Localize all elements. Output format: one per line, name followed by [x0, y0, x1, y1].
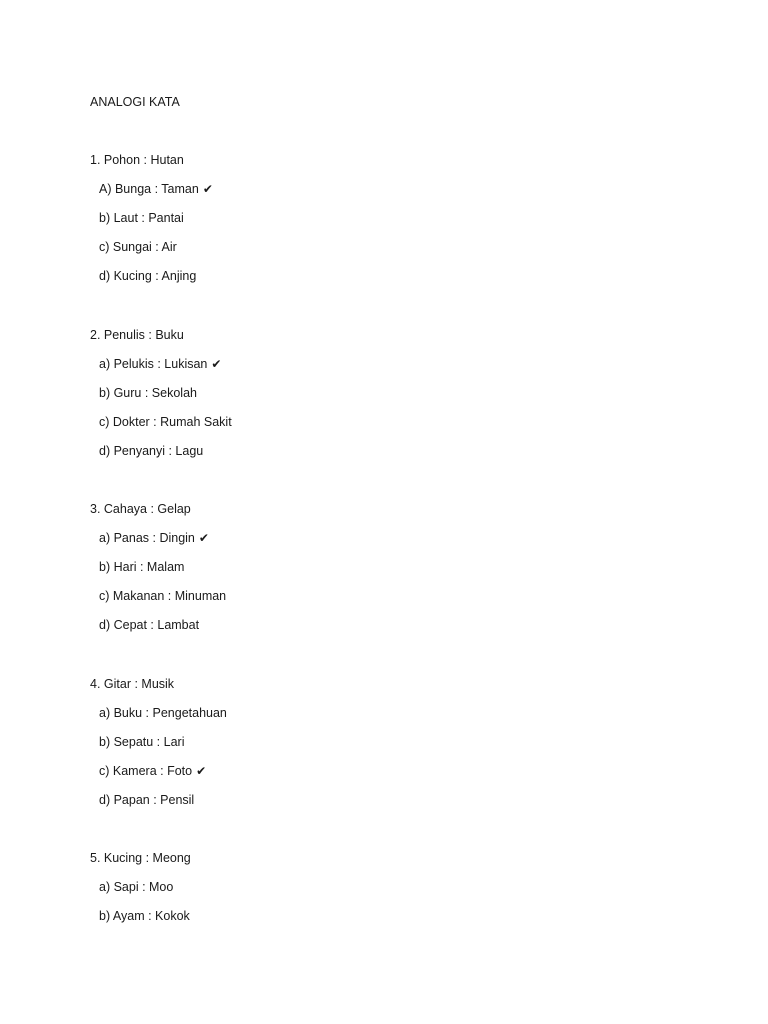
answer-option — [90, 879, 490, 908]
question-2 — [90, 327, 490, 472]
check-mark-icon: ✔ — [198, 531, 209, 545]
question-prompt: 4. Gitar : Musik — [90, 677, 175, 691]
answer-option — [90, 792, 490, 821]
answer-option — [90, 705, 490, 734]
question-3 — [90, 501, 490, 646]
check-mark-icon: ✔ — [196, 764, 207, 778]
option-text: A) Bunga : Taman — [99, 182, 199, 196]
answer-option — [90, 530, 490, 559]
option-text: a) Sapi : Moo — [99, 880, 174, 894]
answer-option — [90, 763, 490, 792]
answer-option — [90, 414, 490, 443]
option-text: a) Panas : Dingin — [99, 531, 195, 545]
answer-option — [90, 181, 490, 210]
option-text: b) Ayam : Kokok — [99, 909, 190, 923]
check-mark-icon: ✔ — [211, 357, 222, 371]
option-text: b) Guru : Sekolah — [99, 386, 197, 400]
document-title: ANALOGI KATA — [90, 95, 180, 109]
answer-option — [90, 443, 490, 472]
question-prompt: 2. Penulis : Buku — [90, 328, 184, 342]
option-text: d) Papan : Pensil — [99, 793, 195, 807]
question-prompt: 5. Kucing : Meong — [90, 851, 191, 865]
question-5 — [90, 850, 490, 937]
answer-option — [90, 617, 490, 646]
answer-option — [90, 239, 490, 268]
option-text: d) Penyanyi : Lagu — [99, 444, 204, 458]
question-prompt: 3. Cahaya : Gelap — [90, 502, 191, 516]
check-mark-icon: ✔ — [202, 182, 213, 196]
answer-option — [90, 268, 490, 297]
option-text: a) Buku : Pengetahuan — [99, 706, 227, 720]
option-text: d) Kucing : Anjing — [99, 269, 197, 283]
answer-option — [90, 356, 490, 385]
answer-option — [90, 734, 490, 763]
option-text: c) Sungai : Air — [99, 240, 177, 254]
option-text: c) Dokter : Rumah Sakit — [99, 415, 232, 429]
question-4 — [90, 676, 490, 821]
option-text: b) Laut : Pantai — [99, 211, 184, 225]
answer-option — [90, 385, 490, 414]
option-text: b) Sepatu : Lari — [99, 735, 185, 749]
option-text: a) Pelukis : Lukisan — [99, 357, 208, 371]
option-text: d) Cepat : Lambat — [99, 618, 200, 632]
answer-option — [90, 210, 490, 239]
question-1 — [90, 152, 490, 297]
option-text: c) Kamera : Foto — [99, 764, 193, 778]
option-text: c) Makanan : Minuman — [99, 589, 227, 603]
option-text: b) Hari : Malam — [99, 560, 185, 574]
answer-option — [90, 908, 490, 937]
answer-option — [90, 588, 490, 617]
question-prompt: 1. Pohon : Hutan — [90, 153, 184, 167]
answer-option — [90, 559, 490, 588]
